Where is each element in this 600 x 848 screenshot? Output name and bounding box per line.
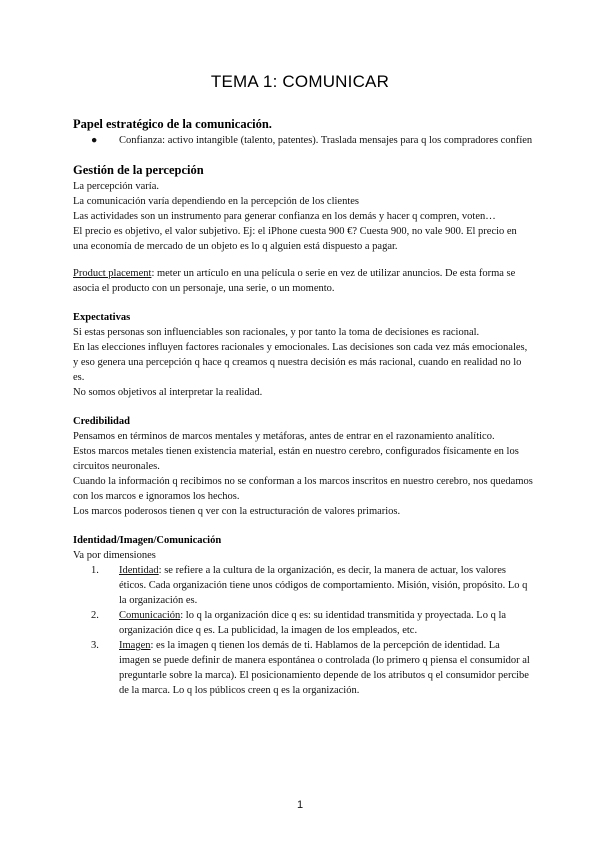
list-item [73, 133, 533, 148]
heading-identidad-imagen-comunicacion: Identidad/Imagen/Comunicación [73, 535, 222, 546]
heading-credibilidad: Credibilidad [73, 416, 130, 427]
paragraph: No somos objetivos al interpretar la realidad. [73, 387, 263, 398]
page-title: TEMA 1: COMUNICAR [210, 72, 390, 91]
bullet-list [73, 133, 533, 148]
paragraph: Estos marcos metales tienen existencia material, están en nuestro cerebro, configurados físicamente en los circuitos neuronales. [73, 446, 519, 472]
definition-text: : es la imagen q tienen los demás de ti. Hablamos de la percepción de identidad. La imagen se puede definir de manera espontánea o controlada (lo primero q piensa el consumidor al preguntarle sobre la marca). El posicionamiento depende de los atributos q el consumidor percibe de la marca. Lo q los públicos creen q es la organización. [119, 640, 530, 696]
list-item-imagen [73, 638, 533, 698]
numbered-list [73, 563, 533, 698]
bullet-icon: ● [91, 135, 98, 146]
bullet-text: Confianza: activo intangible (talento, patentes). Traslada mensajes para q los compradores confíen [119, 135, 533, 146]
paragraph: Va por dimensiones [73, 550, 156, 561]
list-item-comunicacion [73, 608, 533, 638]
paragraph-product-placement [73, 266, 533, 296]
list-number: 3. [91, 640, 99, 651]
heading-gestion-percepcion: Gestión de la percepción [73, 163, 204, 177]
document-body [73, 116, 533, 698]
paragraph: Los marcos poderosos tienen q ver con la estructuración de valores primarios. [73, 506, 401, 517]
term-imagen: Imagen [119, 640, 151, 651]
paragraph: El precio es objetivo, el valor subjetivo. Ej: el iPhone cuesta 900 €? Cuesta 900, no vale 900. El precio en una economía de mercado de un objeto es lo q alguien está dispuesto a pagar. [73, 226, 517, 252]
paragraph: Si estas personas son influenciables son racionales, y por tanto la toma de decisiones es racional. [73, 327, 480, 338]
definition-text: : meter un artículo en una película o serie en vez de utilizar anuncios. De esta forma se asocia el producto con un personaje, una serie, o un momento. [73, 268, 516, 294]
paragraph: Las actividades son un instrumento para generar confianza en los demás y hacer q compren, voten… [73, 211, 496, 222]
list-number: 1. [91, 565, 99, 576]
paragraph: La comunicación varía dependiendo en la percepción de los clientes [73, 196, 360, 207]
term-identidad: Identidad [119, 565, 159, 576]
list-item-identidad [73, 563, 533, 608]
paragraph: Cuando la información q recibimos no se conforman a los marcos inscritos en nuestro cerebro, nos quedamos con los marcos e ignoramos los hechos. [73, 476, 533, 502]
page-number: 1 [296, 799, 304, 811]
heading-expectativas: Expectativas [73, 312, 131, 323]
term-product-placement: Product placement [73, 268, 152, 279]
paragraph: En las elecciones influyen factores racionales y emocionales. Las decisiones son cada vez más emocionales, y eso genera una percepción q hace q creamos q nuestra decisión es más racional, cuando en realidad no lo es. [73, 342, 528, 383]
paragraph: La percepción varía. [73, 181, 159, 192]
definition-text: : se refiere a la cultura de la organización, es decir, la manera de actuar, los valores éticos. Cada organización tiene unos códigos de comportamiento. Misión, visión, propósito. Lo q la organización es. [119, 565, 528, 606]
list-number: 2. [91, 610, 99, 621]
paragraph: Pensamos en términos de marcos mentales y metáforas, antes de entrar en el razonamiento analítico. [73, 431, 495, 442]
definition-text: : lo q la organización dice q es: su identidad transmitida y proyectada. Lo q la organización dice q es. La publicidad, la imagen de los empleados, etc. [119, 610, 507, 636]
heading-papel-estrategico: Papel estratégico de la comunicación. [73, 117, 272, 131]
term-comunicacion: Comunicación [119, 610, 181, 621]
